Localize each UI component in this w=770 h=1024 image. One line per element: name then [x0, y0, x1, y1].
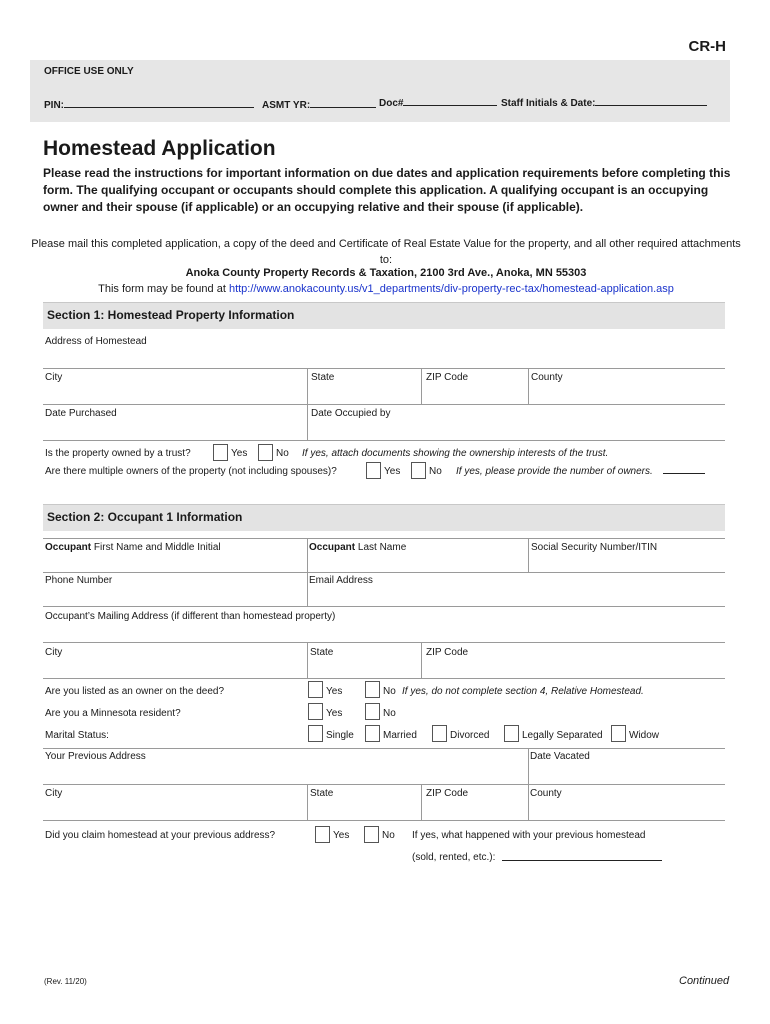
s2-prev-state-label: State: [310, 788, 334, 799]
divider: [43, 784, 725, 785]
pin-label: PIN:: [44, 100, 64, 111]
doc-field[interactable]: [379, 96, 497, 109]
section1-title: Section 1: Homestead Property Information: [47, 308, 295, 322]
deed-no-label: No: [383, 686, 396, 697]
divider: [43, 606, 725, 607]
staff-blank[interactable]: [595, 96, 707, 106]
ssn-label: Social Security Number/ITIN: [531, 542, 658, 553]
asmt-blank[interactable]: [310, 98, 376, 108]
multiple-owners-note: If yes, please provide the number of owners.: [456, 466, 653, 477]
resident-yes-checkbox[interactable]: [308, 703, 323, 720]
divider: [307, 642, 308, 678]
divider: [43, 748, 725, 749]
section1-header: [43, 302, 725, 329]
asmt-field[interactable]: [262, 98, 376, 111]
phone-label: Phone Number: [45, 575, 113, 586]
marital-divorced-checkbox[interactable]: [432, 725, 447, 742]
continued-note: Continued: [679, 975, 730, 987]
prev-homestead-outcome-blank[interactable]: [502, 852, 662, 861]
mail-address: Anoka County Property Records & Taxation, 2100 3rd Ave., Anoka, MN 55303: [185, 267, 587, 279]
deed-question: Are you listed as an owner on the deed?: [45, 686, 225, 697]
trust-note: If yes, attach documents showing the ownership interests of the trust.: [302, 448, 609, 459]
s2-prev-zip-label: ZIP Code: [426, 788, 469, 799]
pin-field[interactable]: [44, 98, 254, 111]
divider: [528, 538, 529, 572]
prev-claim-no-checkbox[interactable]: [364, 826, 379, 843]
divider: [307, 572, 308, 606]
multiple-no-label: No: [429, 466, 442, 477]
divider: [528, 748, 529, 784]
s2-city-label: City: [45, 647, 63, 658]
s1-city-label: City: [45, 372, 63, 383]
s2-zip-label: ZIP Code: [426, 647, 469, 658]
email-label: Email Address: [309, 575, 373, 586]
divider: [528, 368, 529, 404]
divider: [43, 642, 725, 643]
marital-divorced-label: Divorced: [450, 730, 490, 741]
divider: [43, 538, 725, 539]
deed-no-checkbox[interactable]: [365, 681, 380, 698]
multiple-no-checkbox[interactable]: [411, 462, 426, 479]
last-name-label: [309, 542, 406, 553]
first-name-text: First Name and Middle Initial: [91, 542, 221, 553]
form-location: [30, 283, 742, 295]
divider: [43, 368, 725, 369]
resident-no-label: No: [383, 708, 396, 719]
doc-label: Doc#: [379, 98, 404, 109]
form-url-link[interactable]: http://www.anokacounty.us/v1_departments/div-property-rec-tax/homestead-application.asp: [228, 283, 674, 295]
divider: [421, 642, 422, 678]
form-location-prefix: This form may be found at: [98, 283, 229, 295]
intro-text: Please read the instructions for important information on due dates and application requirements before completing this form. The qualifying occupant or occupants should complete this application. A qualifying occupant is an occupying owner and their spouse (if applicable) or an occupying relative and their spouse (if applicable).: [43, 166, 731, 214]
first-name-label: [45, 542, 221, 553]
s2-prev-county-label: County: [530, 788, 562, 799]
marital-single-label: Single: [326, 730, 354, 741]
prev-address-label: Your Previous Address: [45, 751, 146, 762]
deed-note: If yes, do not complete section 4, Relative Homestead.: [402, 686, 644, 697]
form-id: CR-H: [688, 38, 726, 55]
s2-prev-city-label: City: [45, 788, 63, 799]
prev-claim-question: Did you claim homestead at your previous address?: [45, 830, 276, 841]
trust-yes-label: Yes: [231, 448, 248, 459]
homestead-address-label: Address of Homestead: [45, 336, 147, 347]
page-title: Homestead Application: [43, 137, 276, 160]
s1-county-label: County: [531, 372, 563, 383]
section2-header: [43, 504, 725, 531]
trust-no-label: No: [276, 448, 289, 459]
prev-claim-yes-checkbox[interactable]: [315, 826, 330, 843]
trust-yes-checkbox[interactable]: [213, 444, 228, 461]
multiple-owners-question: Are there multiple owners of the property (not including spouses)?: [45, 466, 337, 477]
resident-yes-label: Yes: [326, 708, 343, 719]
office-use-box: [30, 60, 730, 122]
marital-widow-checkbox[interactable]: [611, 725, 626, 742]
prev-claim-note: If yes, what happened with your previous homestead: [412, 830, 646, 841]
s1-state-label: State: [311, 372, 335, 383]
marital-married-label: Married: [383, 730, 417, 741]
occupant-bold: Occupant: [45, 542, 92, 553]
occupant-bold: Occupant: [309, 542, 356, 553]
divider: [43, 440, 725, 441]
s2-state-label: State: [310, 647, 334, 658]
pin-blank[interactable]: [64, 98, 254, 108]
prev-claim-yes-label: Yes: [333, 830, 350, 841]
date-occupied-label: Date Occupied by: [311, 408, 391, 419]
revision-date: (Rev. 11/20): [44, 977, 87, 986]
trust-question: Is the property owned by a trust?: [45, 448, 191, 459]
prev-claim-no-label: No: [382, 830, 395, 841]
prev-claim-note2: (sold, rented, etc.):: [412, 852, 496, 863]
staff-field[interactable]: [501, 96, 707, 109]
date-purchased-label: Date Purchased: [45, 408, 117, 419]
divider: [528, 784, 529, 820]
mail-instructions: Please mail this completed application, a copy of the deed and Certificate of Real Estate Value for the property, and all other required attachments to:: [31, 238, 741, 266]
s1-zip-label: ZIP Code: [426, 372, 469, 383]
asmt-label: ASMT YR:: [262, 100, 311, 111]
multiple-yes-checkbox[interactable]: [366, 462, 381, 479]
marital-widow-label: Widow: [629, 730, 660, 741]
section2-title: Section 2: Occupant 1 Information: [47, 510, 243, 524]
divider: [421, 368, 422, 404]
divider: [43, 404, 725, 405]
resident-no-checkbox[interactable]: [365, 703, 380, 720]
divider: [307, 538, 308, 572]
resident-question: Are you a Minnesota resident?: [45, 708, 181, 719]
deed-yes-checkbox[interactable]: [308, 681, 323, 698]
staff-label: Staff Initials & Date:: [501, 98, 596, 109]
owner-count-blank[interactable]: [663, 465, 705, 474]
date-vacated-label: Date Vacated: [530, 751, 590, 762]
divider: [43, 678, 725, 679]
marital-label: Marital Status:: [45, 730, 109, 741]
mailing-address-label: Occupant’s Mailing Address (if different than homestead property): [45, 611, 336, 622]
last-name-text: Last Name: [355, 542, 407, 553]
marital-separated-label: Legally Separated: [522, 730, 603, 741]
divider: [307, 784, 308, 820]
marital-separated-checkbox[interactable]: [504, 725, 519, 742]
doc-blank[interactable]: [403, 96, 497, 106]
office-use-title: OFFICE USE ONLY: [44, 66, 134, 77]
marital-single-checkbox[interactable]: [308, 725, 323, 742]
divider: [43, 820, 725, 821]
trust-no-checkbox[interactable]: [258, 444, 273, 461]
divider: [421, 784, 422, 820]
divider: [43, 572, 725, 573]
multiple-yes-label: Yes: [384, 466, 401, 477]
marital-married-checkbox[interactable]: [365, 725, 380, 742]
deed-yes-label: Yes: [326, 686, 343, 697]
